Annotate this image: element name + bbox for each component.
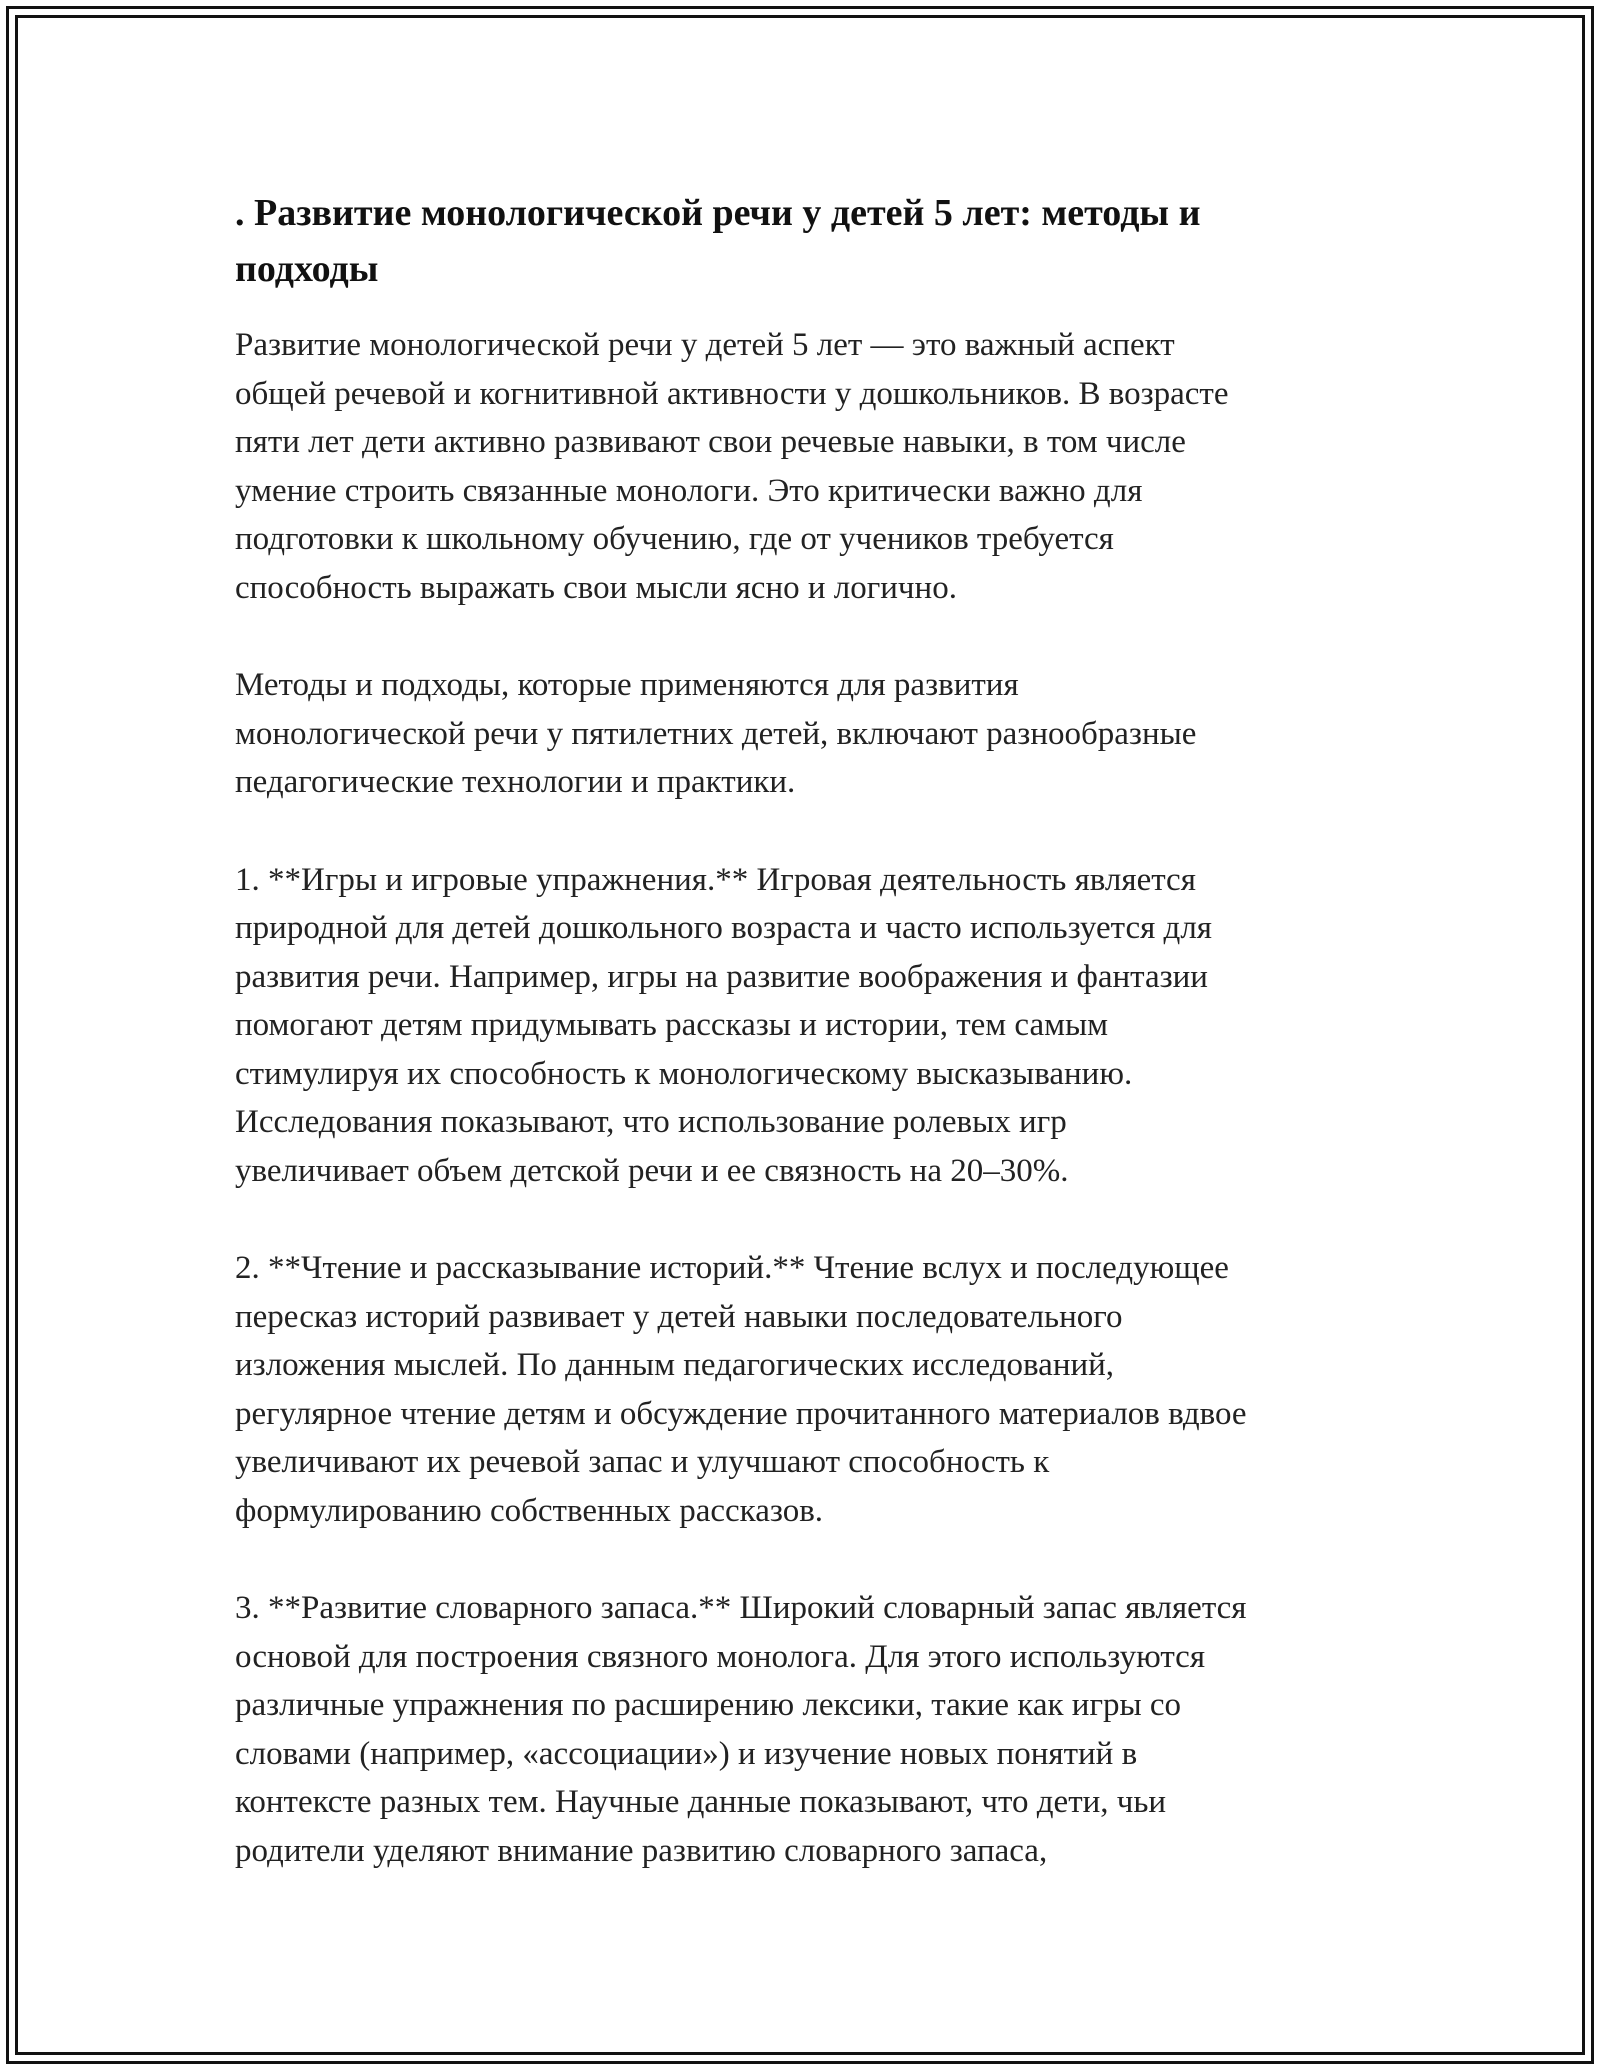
document-title: . Развитие монологической речи у детей 5 лет: методы и подходы — [235, 192, 1201, 290]
document-body — [235, 185, 1375, 1924]
list-item-games: 1. **Игры и игровые упражнения.** Игровая деятельность является природной для детей дошкольного возраста и часто используется для развития речи. Например, игры на развитие воображения и фантазии помогают детям придумывать рассказы и истории, тем самым стимулируя их способность к монологическому высказыванию. Исследования показывают, что использование ролевых игр увеличивает объем детской речи и ее связность на 20–30%. — [235, 861, 1212, 1189]
list-item-vocabulary: 3. **Развитие словарного запаса.** Широкий словарный запас является основой для построения связного монолога. Для этого используются различные упражнения по расширению лексики, такие как игры со словами (например, «ассоциации») и изучение новых понятий в контексте разных тем. Научные данные показывают, что дети, чьи родители уделяют внимание развитию словарного запаса, — [235, 1590, 1247, 1869]
list-item-reading: 2. **Чтение и рассказывание историй.** Чтение вслух и последующее пересказ историй развивает у детей навыки последовательного изложения мыслей. По данным педагогических исследований, регулярное чтение детям и обсуждение прочитанного материалов вдвое увеличивают их речевой запас и улучшают способность к формулированию собственных рассказов. — [235, 1250, 1247, 1529]
intro-paragraph: Развитие монологической речи у детей 5 лет — это важный аспект общей речевой и когнитивной активности у дошкольников. В возрасте пяти лет дети активно развивают свои речевые навыки, в том числе умение строить связанные монологи. Это критически важно для подготовки к школьному обучению, где от учеников требуется способность выражать свои мысли ясно и логично. — [235, 327, 1229, 606]
methods-paragraph: Методы и подходы, которые применяются для развития монологической речи у пятилетних детей, включают разнообразные педагогические технологии и практики. — [235, 667, 1197, 800]
